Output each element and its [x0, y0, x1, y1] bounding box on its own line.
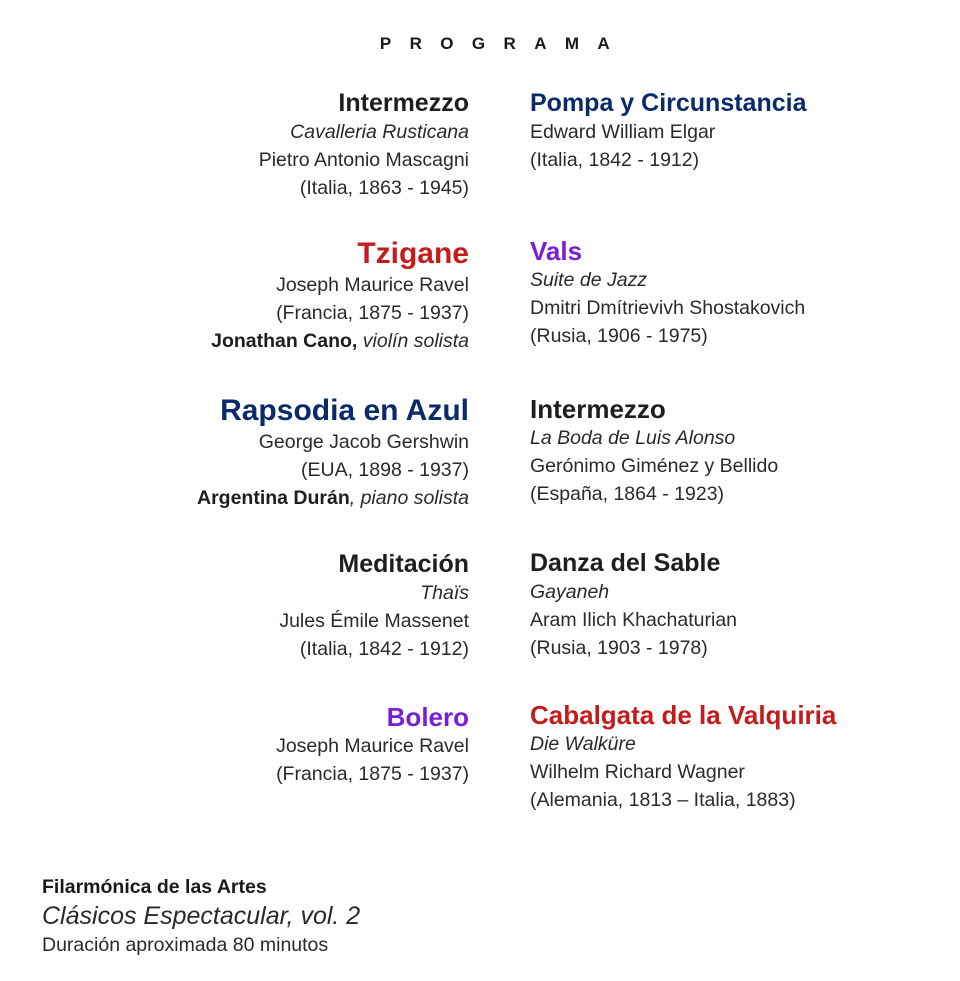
piece-origin: (Rusia, 1906 - 1975) — [530, 325, 708, 347]
piece-title: Rapsodia en Azul — [220, 394, 469, 427]
piece-origin: (Italia, 1863 - 1945) — [299, 177, 469, 199]
piece-title: Vals — [530, 236, 583, 266]
piece-title: Bolero — [386, 702, 469, 732]
soloist-role: , piano solista — [349, 487, 469, 509]
piece-work: Gayaneh — [530, 581, 610, 603]
piece-composer: Aram Ilich Khachaturian — [530, 609, 738, 631]
program-piece-intermezzo-gimenez — [530, 394, 778, 508]
piece-work: Suite de Jazz — [530, 269, 648, 291]
piece-origin: (Francia, 1875 - 1937) — [276, 763, 469, 785]
program-footer — [42, 875, 360, 957]
piece-origin: (Alemania, 1813 – Italia, 1883) — [530, 789, 796, 811]
piece-soloist — [197, 484, 469, 512]
program-piece-danza-sable — [530, 548, 737, 662]
soloist-role: violín solista — [362, 330, 469, 352]
program-piece-vals — [530, 236, 805, 350]
piece-work: La Boda de Luis Alonso — [530, 427, 736, 449]
piece-origin: (España, 1864 - 1923) — [530, 483, 725, 505]
program-piece-meditacion — [279, 549, 469, 663]
piece-soloist — [211, 327, 469, 355]
piece-title: Intermezzo — [530, 394, 666, 424]
piece-origin: (Francia, 1875 - 1937) — [276, 302, 469, 324]
piece-work: Thaïs — [420, 582, 469, 604]
piece-title: Danza del Sable — [530, 549, 721, 577]
duration-note: Duración aproximada 80 minutos — [42, 934, 329, 956]
soloist-name: Jonathan Cano, — [211, 330, 358, 352]
program-piece-pompa-circunstancia — [530, 88, 806, 174]
program-piece-tzigane — [211, 237, 469, 355]
piece-title: Cabalgata de la Valquiria — [530, 700, 837, 730]
piece-composer: Gerónimo Giménez y Bellido — [530, 455, 779, 477]
program-piece-intermezzo-mascagni — [259, 88, 469, 202]
piece-composer: George Jacob Gershwin — [258, 431, 469, 453]
piece-title: Tzigane — [357, 237, 469, 270]
piece-composer: Edward William Elgar — [530, 121, 716, 143]
orchestra-name: Filarmónica de las Artes — [42, 876, 267, 898]
piece-origin: (Rusia, 1903 - 1978) — [530, 637, 708, 659]
program-piece-bolero — [276, 702, 469, 788]
piece-title: Pompa y Circunstancia — [530, 89, 807, 117]
piece-composer: Pietro Antonio Mascagni — [258, 149, 469, 171]
program-heading: PROGRAMA — [379, 34, 629, 53]
program-piece-cabalgata-valquiria — [530, 700, 836, 814]
piece-composer: Joseph Maurice Ravel — [276, 735, 469, 757]
piece-origin: (EUA, 1898 - 1937) — [300, 459, 469, 481]
piece-composer: Jules Émile Massenet — [279, 610, 469, 632]
piece-work: Die Walküre — [530, 733, 636, 755]
album-title: Clásicos Espectacular, vol. 2 — [42, 902, 361, 930]
piece-title: Meditación — [338, 550, 469, 578]
piece-title: Intermezzo — [338, 89, 469, 117]
piece-composer: Wilhelm Richard Wagner — [530, 761, 745, 783]
piece-work: Cavalleria Rusticana — [290, 121, 469, 143]
soloist-name: Argentina Durán — [196, 487, 350, 509]
piece-origin: (Italia, 1842 - 1912) — [299, 638, 469, 660]
piece-origin: (Italia, 1842 - 1912) — [530, 149, 700, 171]
piece-composer: Joseph Maurice Ravel — [276, 274, 469, 296]
program-piece-rapsodia-azul — [197, 394, 469, 512]
piece-composer: Dmitri Dmítrievivh Shostakovich — [530, 297, 806, 319]
